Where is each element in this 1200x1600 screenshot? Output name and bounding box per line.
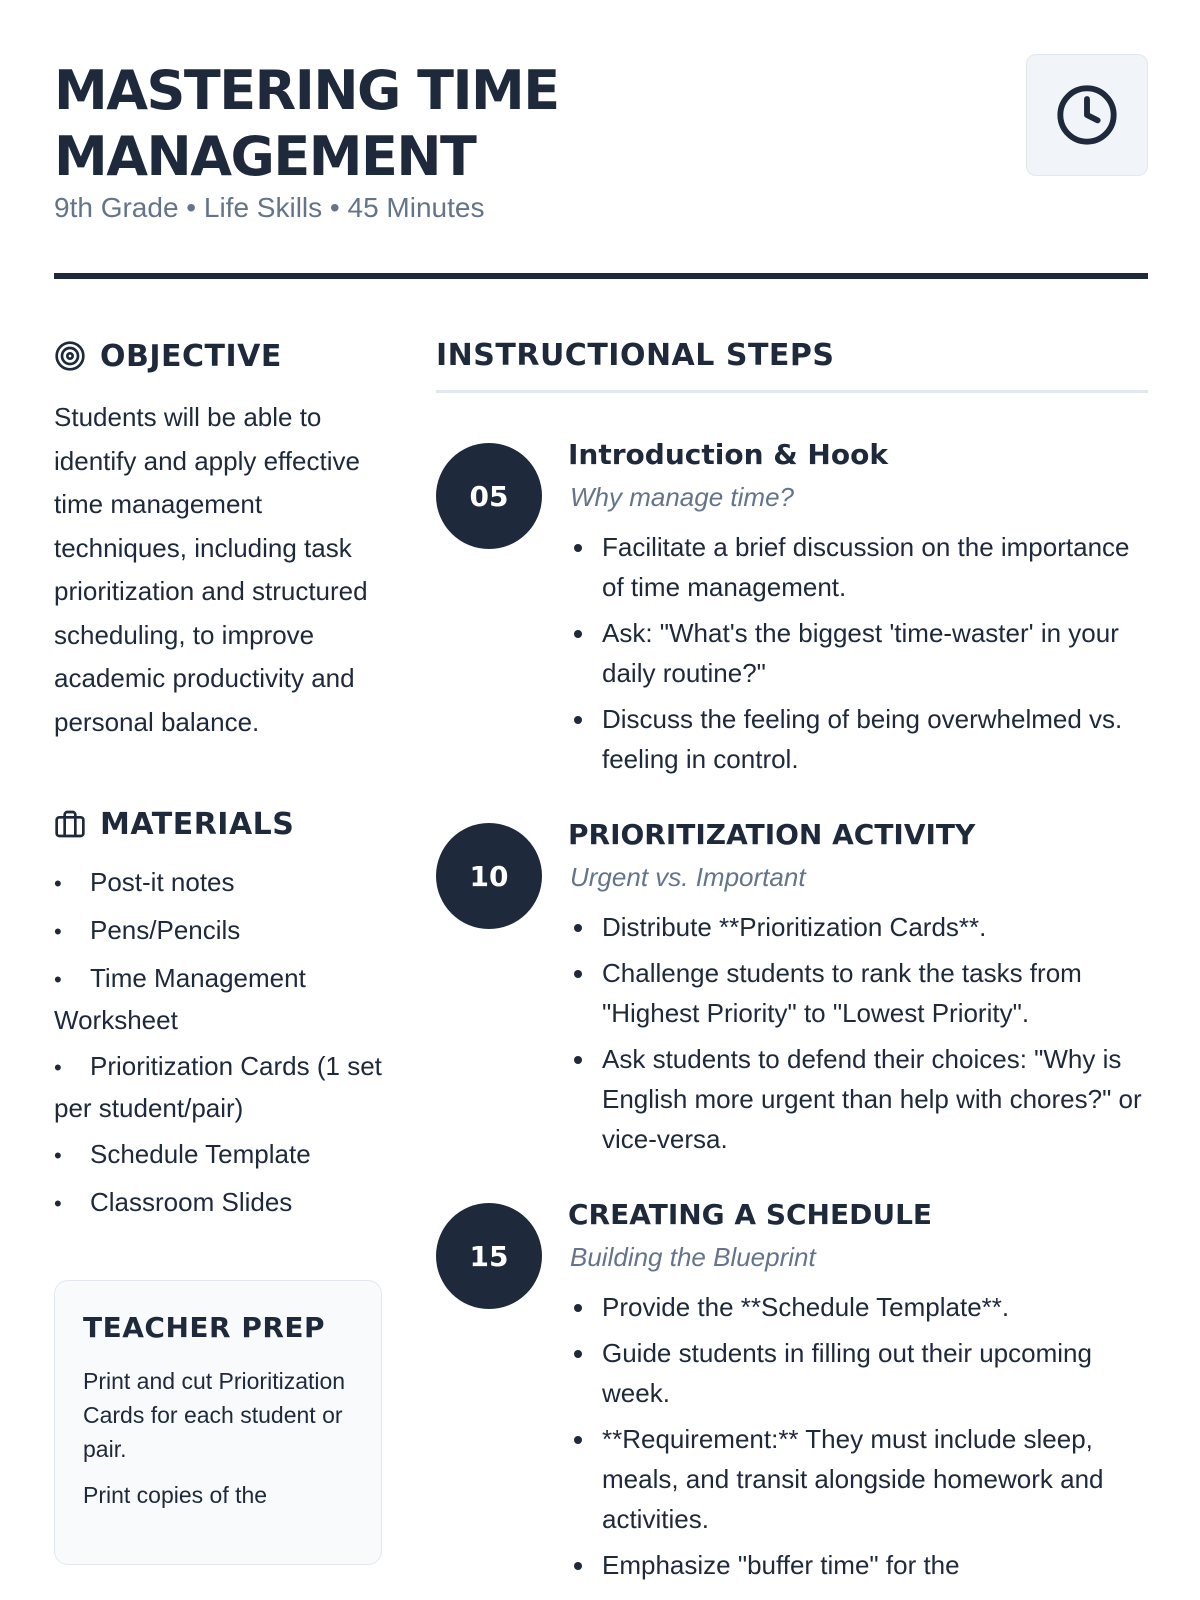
step-title: Introduction & Hook (568, 438, 888, 471)
step-number-badge: 15 (436, 1203, 542, 1309)
step-number-badge: 05 (436, 443, 542, 549)
sidebar-column (54, 336, 382, 1565)
list-item: Challenge students to rank the tasks from "Highest Priority" to "Lowest Priority". (568, 953, 1148, 1033)
objective-heading (54, 336, 382, 376)
list-item: • Pens/Pencils (54, 915, 241, 945)
list-item: Guide students in filling out their upcoming week. (568, 1333, 1148, 1413)
step-schedule (436, 1195, 1148, 1585)
step-number-badge: 10 (436, 823, 542, 929)
materials-heading-label: MATERIALS (100, 806, 295, 842)
step-subtitle: Building the Blueprint (570, 1242, 816, 1272)
step-title: CREATING A SCHEDULE (568, 1198, 933, 1231)
teacher-prep-heading: TEACHER PREP (83, 1311, 326, 1344)
step-prioritization (436, 815, 1148, 1159)
objective-text: Students will be able to identify and apply effective time management techniques, including task prioritization and structured scheduling, to improve academic productivity and personal balance. (54, 402, 368, 737)
briefcase-icon (54, 808, 86, 840)
list-item: • Classroom Slides (54, 1187, 293, 1217)
step-bullet-list (568, 1287, 1148, 1585)
target-icon (54, 340, 86, 372)
lesson-plan-page (54, 0, 1148, 1600)
header-divider (54, 273, 1148, 279)
step-bullet-list (568, 907, 1148, 1159)
list-item: Emphasize "buffer time" for the (568, 1545, 1148, 1585)
step-title: PRIORITIZATION ACTIVITY (568, 818, 976, 851)
teacher-prep-text: Print and cut Prioritization Cards for each student or pair. (83, 1368, 346, 1462)
page-subtitle: 9th Grade • Life Skills • 45 Minutes (54, 192, 485, 223)
list-item: • Schedule Template (54, 1139, 311, 1169)
list-item: Discuss the feeling of being overwhelmed vs. feeling in control. (568, 699, 1148, 779)
step-subtitle: Why manage time? (570, 482, 794, 512)
teacher-prep-text: Print copies of the (83, 1482, 268, 1508)
steps-column (436, 336, 1148, 1591)
list-item: • Prioritization Cards (1 set per student/pair) (54, 1051, 382, 1123)
steps-divider (436, 390, 1148, 393)
materials-heading (54, 804, 382, 844)
list-item: Facilitate a brief discussion on the importance of time management. (568, 527, 1148, 607)
step-introduction (436, 435, 1148, 779)
teacher-prep-card (54, 1280, 382, 1565)
list-item: Ask students to defend their choices: "Why is English more urgent than help with chores?" or vice-versa. (568, 1039, 1148, 1159)
objective-heading-label: OBJECTIVE (100, 338, 282, 374)
page-title: MASTERING TIME MANAGEMENT (54, 59, 559, 188)
list-item: **Requirement:** They must include sleep, meals, and transit alongside homework and activities. (568, 1419, 1148, 1539)
clock-badge (1026, 54, 1148, 176)
steps-heading: INSTRUCTIONAL STEPS (436, 338, 835, 373)
step-subtitle: Urgent vs. Important (570, 862, 806, 892)
clock-icon (1055, 83, 1119, 147)
list-item: Distribute **Prioritization Cards**. (568, 907, 1148, 947)
step-bullet-list (568, 527, 1148, 779)
materials-list (54, 862, 382, 1224)
list-item: Provide the **Schedule Template**. (568, 1287, 1148, 1327)
list-item: • Time Management Worksheet (54, 963, 306, 1035)
list-item: Ask: "What's the biggest 'time-waster' in your daily routine?" (568, 613, 1148, 693)
list-item: • Post-it notes (54, 867, 235, 897)
